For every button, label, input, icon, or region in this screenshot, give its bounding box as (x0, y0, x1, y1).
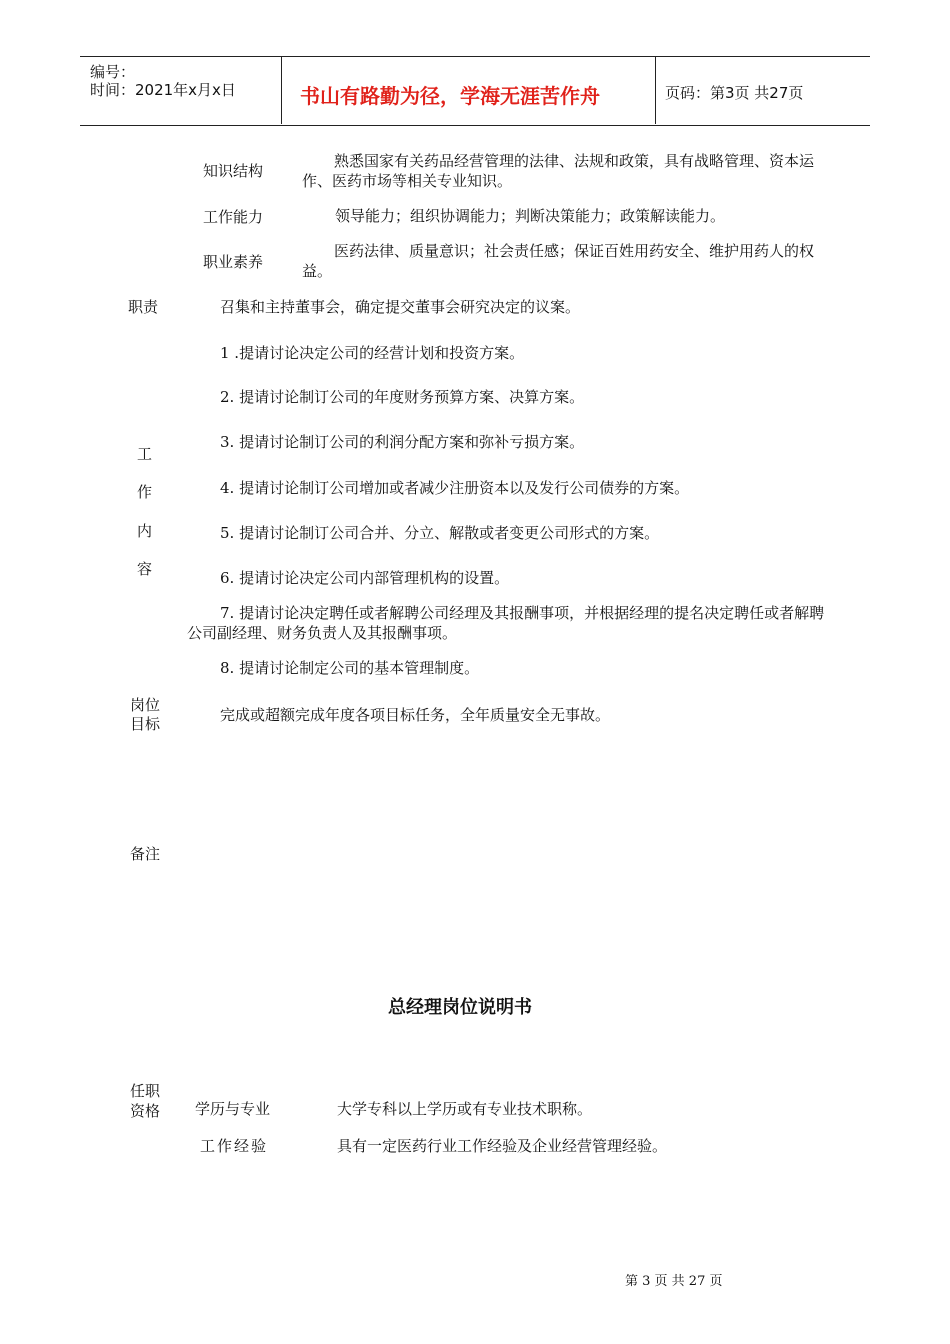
qualification-bottom-education-label: 学历与专业 (195, 1100, 271, 1118)
work-content-label-char: 容 (137, 560, 153, 578)
work-content-item: 8. 提请讨论制定公司的基本管理制度。 (220, 659, 480, 677)
work-content-item: 5. 提请讨论制订公司合并、分立、解散或者变更公司形式的方案。 (220, 524, 660, 542)
remarks-label: 备注 (130, 845, 161, 863)
work-content-item: 4. 提请讨论制订公司增加或者减少注册资本以及发行公司债券的方案。 (220, 479, 690, 497)
qualification-text-literacy: 医药法律、质量意识；社会责任感；保证百姓用药安全、维护用药人的权益。 (302, 242, 815, 280)
qualification-bottom-experience-text: 具有一定医药行业工作经验及企业经营管理经验。 (337, 1137, 668, 1155)
work-content-item: 2. 提请讨论制订公司的年度财务预算方案、决算方案。 (220, 388, 585, 406)
work-content-item: 3. 提请讨论制订公司的利润分配方案和弥补亏损方案。 (220, 433, 585, 451)
qualification-label-literacy: 职业素养 (203, 253, 264, 271)
qualification-label-knowledge: 知识结构 (203, 162, 264, 180)
qualification-bottom-label-line1: 任职 (130, 1082, 161, 1100)
work-content-item: 7. 提请讨论决定聘任或者解聘公司经理及其报酬事项，并根据经理的提名决定聘任或者解聘公司副经理、财务负责人及其报酬事项。 (187, 604, 825, 642)
page-footer: 第 3 页 共 27 页 (625, 1274, 723, 1289)
duties-label: 职责 (128, 298, 159, 316)
work-content-item: 6. 提请讨论决定公司内部管理机构的设置。 (220, 569, 510, 587)
header-number-label: 编号： (90, 63, 136, 81)
work-content-label-char: 作 (137, 483, 153, 501)
qualification-text-knowledge: 熟悉国家有关药品经营管理的法律、法规和政策，具有战略管理、资本运作、医药市场等相关专业知识。 (302, 152, 815, 190)
qualification-label-ability: 工作能力 (203, 208, 264, 226)
target-label-line1: 岗位 (130, 696, 161, 714)
header-divider-right (655, 56, 656, 124)
header-time-label: 时间：2021年x月x日 (90, 81, 236, 99)
header-page-label: 页码：第3页 共27页 (665, 84, 804, 102)
work-content-label-char: 内 (137, 522, 153, 540)
section-title: 总经理岗位说明书 (388, 997, 532, 1018)
qualification-text-ability: 领导能力；组织协调能力；判断决策能力；政策解读能力。 (335, 207, 726, 225)
work-content-item: 1 .提请讨论决定公司的经营计划和投资方案。 (220, 344, 525, 362)
target-label-line2: 目标 (130, 715, 161, 733)
header-divider-left (281, 56, 282, 124)
qualification-bottom-label-line2: 资格 (130, 1102, 161, 1120)
duties-text: 召集和主持董事会，确定提交董事会研究决定的议案。 (220, 298, 581, 316)
target-text: 完成或超额完成年度各项目标任务，全年质量安全无事故。 (220, 706, 611, 724)
qualification-bottom-education-text: 大学专科以上学历或有专业技术职称。 (337, 1100, 593, 1118)
header-motto: 书山有路勤为径，学海无涯苦作舟 (300, 84, 600, 108)
qualification-bottom-experience-label: 工作经验 (200, 1137, 269, 1155)
work-content-label-char: 工 (137, 445, 153, 463)
